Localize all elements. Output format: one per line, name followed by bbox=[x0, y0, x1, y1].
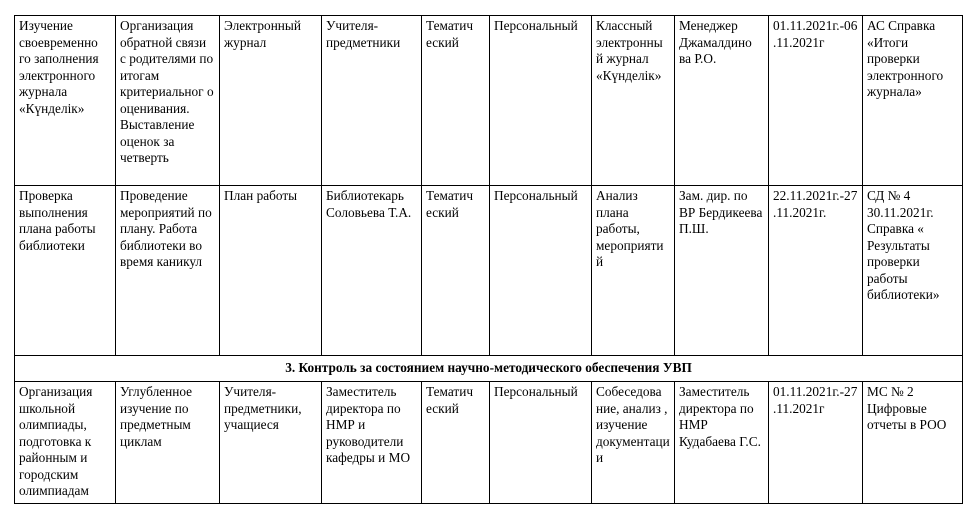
control-result-cell: СД № 4 30.11.2021г. Справка « Результаты проверки работы библиотеки» bbox=[863, 186, 963, 356]
table-row bbox=[15, 186, 963, 356]
control-type-cell: Тематич еский bbox=[422, 186, 490, 356]
control-object-cell: Учителя-предметники, учащиеся bbox=[220, 382, 322, 504]
table-row bbox=[15, 16, 963, 186]
control-result-cell: МС № 2 Цифровые отчеты в РОО bbox=[863, 382, 963, 504]
control-type-cell: Тематич еский bbox=[422, 382, 490, 504]
control-subject-cell: Учителя-предметники bbox=[322, 16, 422, 186]
control-method-cell: Анализ плана работы, мероприяти й bbox=[592, 186, 675, 356]
control-form-cell: Персональный bbox=[490, 382, 592, 504]
control-dates-cell: 22.11.2021г.-27.11.2021г. bbox=[769, 186, 863, 356]
control-topic-cell: Проверка выполнения плана работы библиотеки bbox=[15, 186, 116, 356]
section-heading: 3. Контроль за состоянием научно-методического обеспечения УВП bbox=[15, 356, 963, 382]
control-goal-cell: Углубленное изучение по предметным циклам bbox=[116, 382, 220, 504]
control-responsible-cell: Зам. дир. по ВР Бердикеева П.Ш. bbox=[675, 186, 769, 356]
control-object-cell: План работы bbox=[220, 186, 322, 356]
control-method-cell: Классный электронны й журнал «Күнделік» bbox=[592, 16, 675, 186]
control-form-cell: Персональный bbox=[490, 186, 592, 356]
control-subject-cell: Библиотекарь Соловьева Т.А. bbox=[322, 186, 422, 356]
control-goal-cell: Проведение мероприятий по плану. Работа библиотеки во время каникул bbox=[116, 186, 220, 356]
control-form-cell: Персональный bbox=[490, 16, 592, 186]
control-subject-cell: Заместитель директора по НМР и руководители кафедры и МО bbox=[322, 382, 422, 504]
control-goal-cell: Организация обратной связи с родителями по итогам критериальног о оценивания. Выставление оценок за четверть bbox=[116, 16, 220, 186]
control-topic-cell: Изучение своевременно го заполнения электронного журнала «Күнделік» bbox=[15, 16, 116, 186]
table-row bbox=[15, 382, 963, 504]
control-dates-cell: 01.11.2021г.-06.11.2021г bbox=[769, 16, 863, 186]
control-method-cell: Собеседова ние, анализ , изучение документаци и bbox=[592, 382, 675, 504]
control-type-cell: Тематич еский bbox=[422, 16, 490, 186]
control-object-cell: Электронный журнал bbox=[220, 16, 322, 186]
control-plan-table bbox=[14, 15, 963, 504]
control-dates-cell: 01.11.2021г.-27.11.2021г bbox=[769, 382, 863, 504]
control-result-cell: АС Справка «Итоги проверки электронного журнала» bbox=[863, 16, 963, 186]
control-responsible-cell: Заместитель директора по НМР Кудабаева Г.С. bbox=[675, 382, 769, 504]
control-topic-cell: Организация школьной олимпиады, подготовка к районным и городским олимпиадам bbox=[15, 382, 116, 504]
control-responsible-cell: Менеджер Джамалдино ва Р.О. bbox=[675, 16, 769, 186]
section-row bbox=[15, 356, 963, 382]
